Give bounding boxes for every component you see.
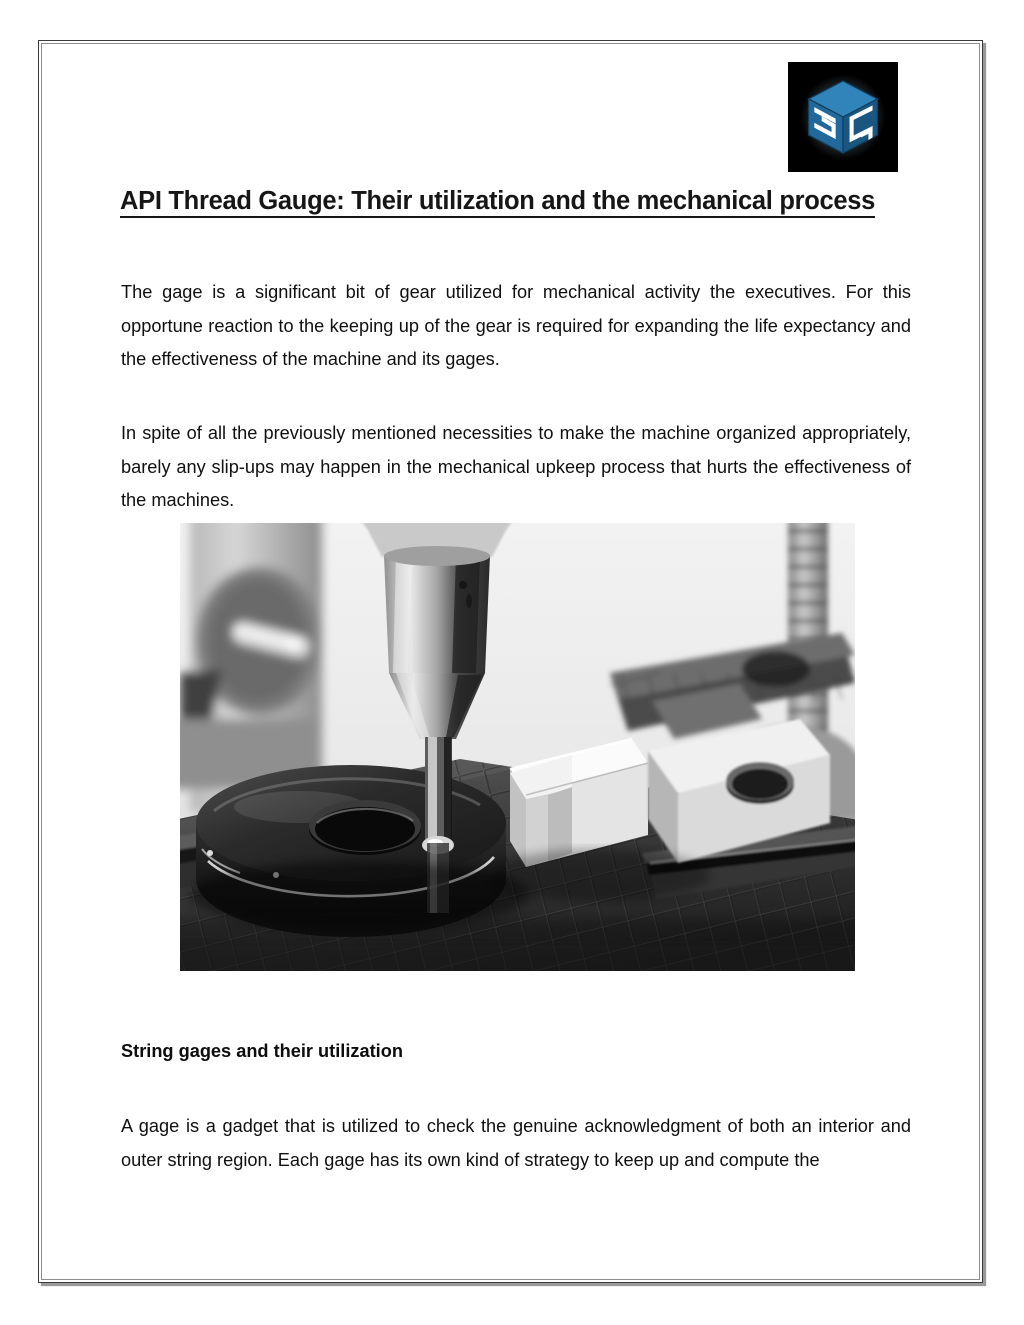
- page-title-text: API Thread Gauge: Their utilization and the mechanical process: [120, 187, 875, 218]
- paragraph-2: In spite of all the previously mentioned necessities to make the machine organized appropriately, barely any slip-ups may happen in the mechanical upkeep process that hurts the effectiveness of the machines.: [121, 423, 911, 511]
- page-inner-border: [41, 43, 980, 1280]
- paragraph-1: The gage is a significant bit of gear utilized for mechanical activity the executives. For this opportune reaction to the keeping up of the gear is required for expanding the life expectancy and the effectiveness of the machine and its gages.: [121, 282, 911, 370]
- page-content: [42, 44, 983, 1283]
- page-title: [120, 186, 910, 217]
- cmm-probe-photo-graphic: [180, 523, 855, 971]
- page-sheet: [38, 40, 983, 1283]
- 3g-cube-icon: [802, 76, 884, 158]
- logo: [788, 62, 898, 172]
- section-heading: String gages and their utilization: [121, 1041, 403, 1062]
- paragraph-3: A gage is a gadget that is utilized to check the genuine acknowledgment of both an interior and outer string region. Each gage has its own kind of strategy to keep up and compute the: [121, 1116, 911, 1170]
- logo-background: [788, 62, 898, 172]
- cmm-probe-photo: [180, 523, 855, 971]
